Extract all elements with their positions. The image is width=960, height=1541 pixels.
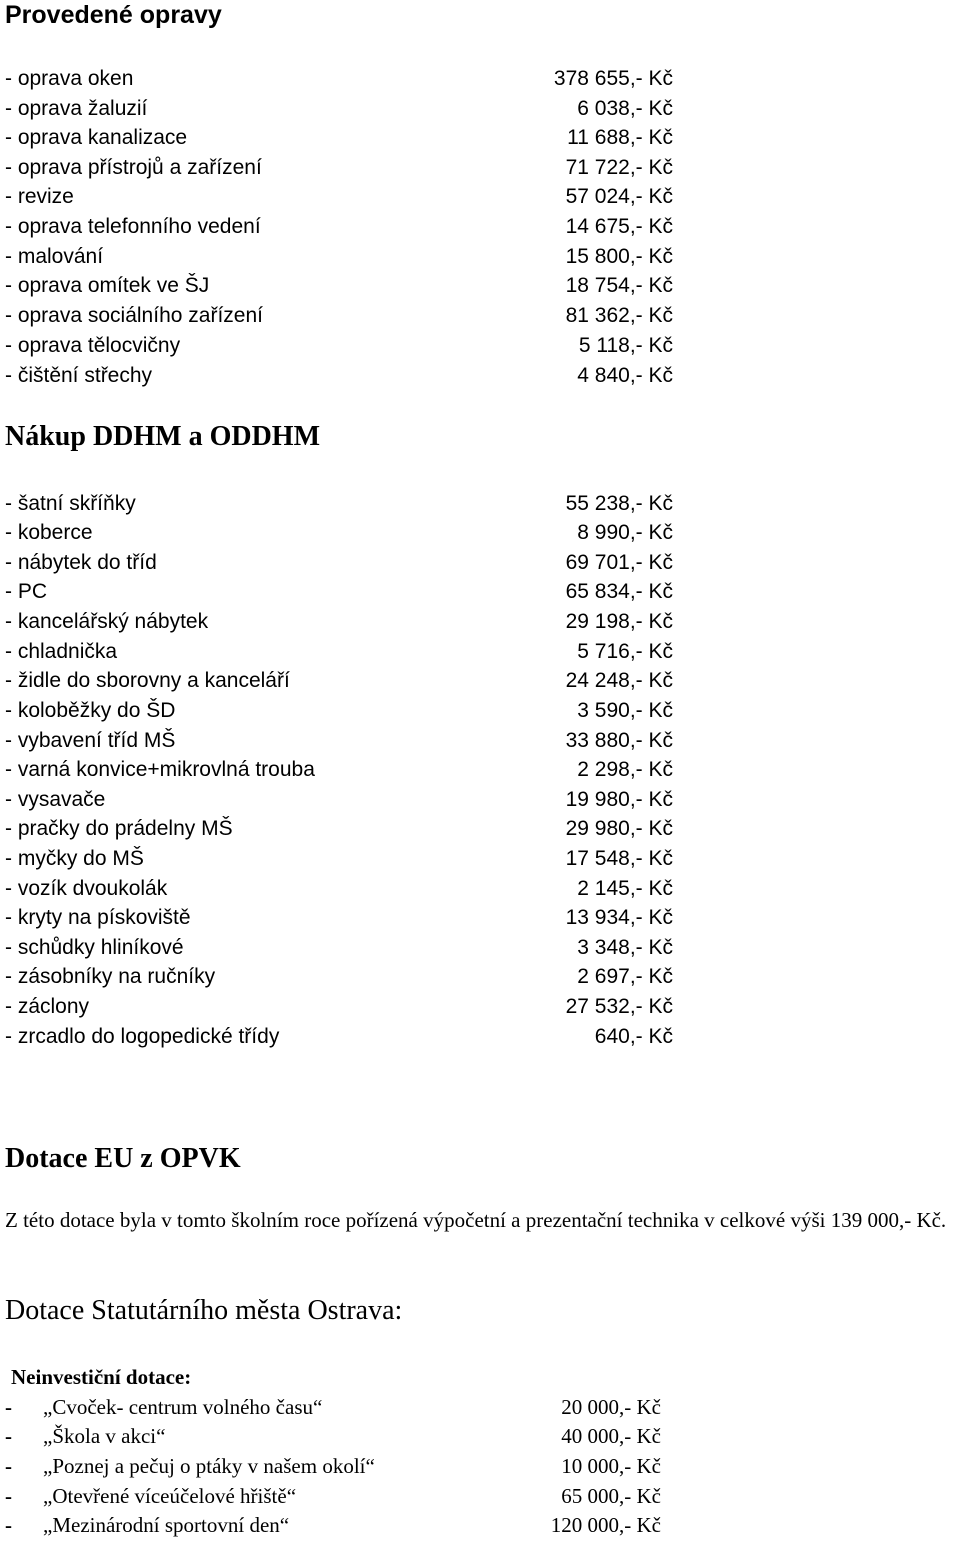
repairs-title: Provedené opravy [5,1,222,29]
repair-row [5,182,673,212]
purchase-row [5,1022,673,1052]
purchase-label: - schůdky hliníkové [5,936,184,959]
purchase-row [5,489,673,519]
repair-label: - oprava přístrojů a zařízení [5,156,262,179]
purchase-value: 24 248,- Kč [565,669,673,692]
purchase-value: 3 348,- Kč [577,936,673,959]
purchase-value: 33 880,- Kč [565,729,673,752]
purchase-label: - PC [5,580,47,603]
repair-row [5,153,673,183]
purchase-row [5,962,673,992]
purchase-row [5,874,673,904]
purchase-row [5,726,673,756]
purchase-value: 2 298,- Kč [577,758,673,781]
repair-label: - čištění střechy [5,364,153,387]
repair-label: - oprava telefonního vedení [5,215,261,238]
repair-value: 81 362,- Kč [565,304,673,327]
grant-value: 20 000,- Kč [561,1395,661,1419]
purchase-row [5,666,673,696]
purchase-label: - židle do sborovny a kanceláří [5,669,290,692]
repair-value: 71 722,- Kč [565,156,673,179]
grant-value: 10 000,- Kč [561,1454,661,1478]
grant-value: 65 000,- Kč [561,1484,661,1508]
purchase-value: 29 198,- Kč [565,610,673,633]
grant-label: „Cvoček- centrum volného času“ [43,1395,323,1419]
purchase-row [5,518,673,548]
purchase-row [5,844,673,874]
purchase-row [5,933,673,963]
repair-value: 11 688,- Kč [567,126,673,149]
ostrava-title: Dotace Statutárního města Ostrava: [5,1295,403,1326]
ostrava-subtitle: Neinvestiční dotace: [11,1365,192,1389]
repair-label: - malování [5,245,104,268]
grant-row [5,1481,661,1511]
purchase-label: - chladnička [5,640,118,663]
purchase-label: - zrcadlo do logopedické třídy [5,1025,280,1048]
purchase-row [5,548,673,578]
purchase-label: - koloběžky do ŠD [5,699,176,722]
purchase-row [5,903,673,933]
grant-label: „Škola v akci“ [43,1424,166,1448]
purchase-label: - záclony [5,995,90,1018]
purchase-value: 69 701,- Kč [565,551,673,574]
eu-text: Z této dotace byla v tomto školním roce pořízená výpočetní a prezentační technika v celkové výši 139 000,- Kč. [5,1208,947,1232]
grant-dash: - [5,1424,12,1448]
purchase-value: 17 548,- Kč [565,847,673,870]
repair-value: 15 800,- Kč [565,245,673,268]
purchase-row [5,607,673,637]
purchase-value: 2 145,- Kč [577,877,673,900]
purchase-value: 29 980,- Kč [565,817,673,840]
repair-value: 378 655,- Kč [553,67,673,90]
purchases-title: Nákup DDHM a ODDHM [5,421,321,452]
grant-dash: - [5,1513,12,1537]
purchase-label: - myčky do MŠ [5,847,144,870]
purchase-row [5,992,673,1022]
purchase-label: - kancelářský nábytek [5,610,209,633]
grant-value: 120 000,- Kč [550,1513,661,1537]
purchase-row [5,696,673,726]
purchase-value: 2 697,- Kč [577,965,673,988]
purchase-value: 5 716,- Kč [577,640,673,663]
repair-row [5,361,673,391]
grant-dash: - [5,1395,12,1419]
purchase-value: 55 238,- Kč [565,492,673,515]
grant-dash: - [5,1454,12,1478]
repair-label: - oprava tělocvičny [5,334,181,357]
grant-row [5,1510,661,1540]
purchase-value: 640,- Kč [594,1025,673,1048]
grant-row [5,1421,661,1451]
grant-label: „Otevřené víceúčelové hřiště“ [43,1484,297,1508]
purchase-label: - vybavení tříd MŠ [5,729,176,752]
purchase-value: 65 834,- Kč [565,580,673,603]
repair-label: - oprava oken [5,67,134,90]
purchase-value: 27 532,- Kč [565,995,673,1018]
repair-value: 4 840,- Kč [577,364,673,387]
repair-label: - oprava žaluzií [5,97,148,120]
purchase-row [5,577,673,607]
repair-row [5,242,673,272]
purchase-row [5,785,673,815]
purchase-value: 8 990,- Kč [577,521,673,544]
eu-title: Dotace EU z OPVK [5,1143,241,1174]
repair-row [5,271,673,301]
repair-row [5,64,673,94]
purchase-value: 19 980,- Kč [565,788,673,811]
purchase-label: - vozík dvoukolák [5,877,168,900]
purchase-label: - vysavače [5,788,106,811]
repair-row [5,94,673,124]
purchase-row [5,814,673,844]
purchase-label: - kryty na pískoviště [5,906,191,929]
grant-dash: - [5,1484,12,1508]
grant-label: „Poznej a pečuj o ptáky v našem okolí“ [43,1454,375,1478]
grant-value: 40 000,- Kč [561,1424,661,1448]
purchase-label: - zásobníky na ručníky [5,965,216,988]
repair-label: - oprava kanalizace [5,126,188,149]
purchase-label: - koberce [5,521,93,544]
repair-value: 5 118,- Kč [578,334,673,357]
repair-value: 6 038,- Kč [577,97,673,120]
repair-row [5,331,673,361]
repair-value: 14 675,- Kč [565,215,673,238]
repair-label: - oprava sociálního zařízení [5,304,263,327]
purchase-row [5,755,673,785]
purchase-row [5,637,673,667]
purchase-label: - šatní skříňky [5,492,136,515]
repair-label: - revize [5,185,74,208]
purchase-label: - varná konvice+mikrovlná trouba [5,758,315,781]
repair-row [5,123,673,153]
purchase-value: 3 590,- Kč [577,699,673,722]
grant-label: „Mezinárodní sportovní den“ [43,1513,290,1537]
grant-row [5,1451,661,1481]
repair-row [5,301,673,331]
repair-value: 18 754,- Kč [565,274,673,297]
purchase-value: 13 934,- Kč [565,906,673,929]
repair-row [5,212,673,242]
purchase-label: - pračky do prádelny MŠ [5,817,233,840]
purchase-label: - nábytek do tříd [5,551,157,574]
grant-row [5,1392,661,1422]
repair-label: - oprava omítek ve ŠJ [5,274,210,297]
repair-value: 57 024,- Kč [565,185,673,208]
